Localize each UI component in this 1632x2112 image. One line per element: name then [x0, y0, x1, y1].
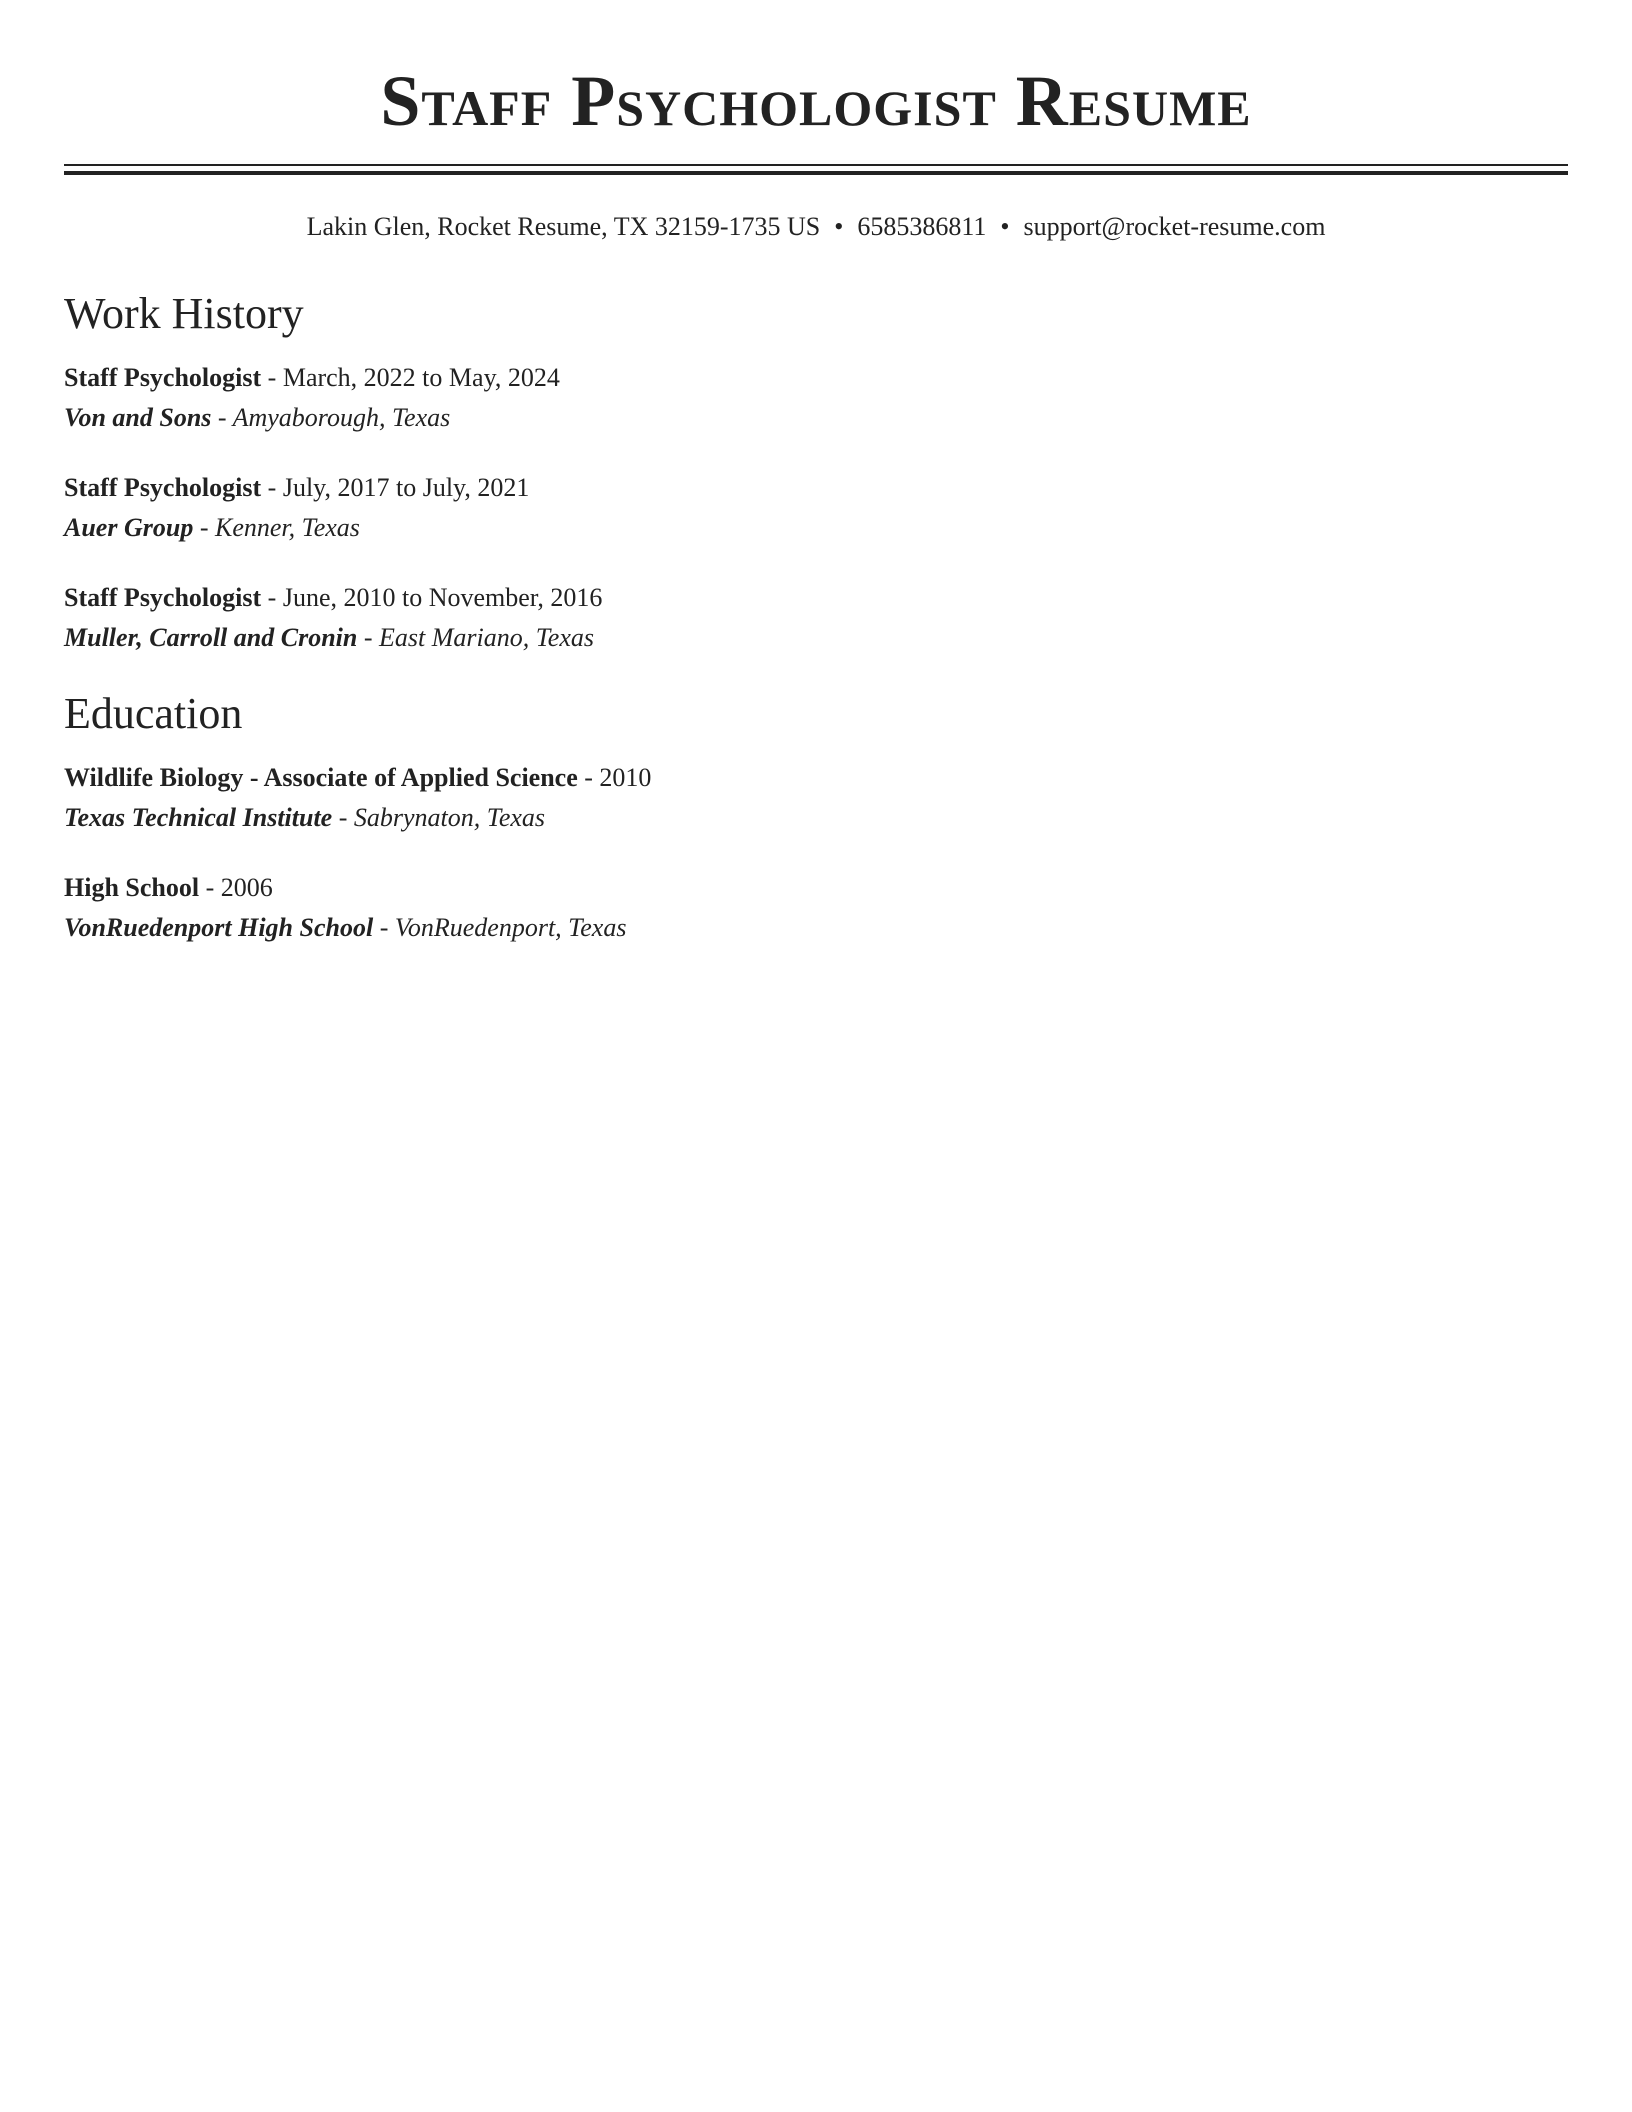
- title-divider: [64, 164, 1568, 175]
- work-entry-title-line: [64, 468, 1568, 508]
- company-location: - East Mariano, Texas: [357, 623, 594, 652]
- education-entry-school-line: [64, 798, 1568, 838]
- contact-address: Lakin Glen, Rocket Resume, TX 32159-1735 US: [306, 212, 821, 241]
- job-role: Staff Psychologist: [64, 363, 262, 392]
- company-name: Auer Group: [64, 513, 194, 542]
- degree-name: Wildlife Biology - Associate of Applied Science: [64, 763, 578, 792]
- education-entry-degree-line: [64, 758, 1568, 798]
- degree-name: High School: [64, 873, 200, 902]
- school-name: Texas Technical Institute: [64, 803, 333, 832]
- work-entry-title-line: [64, 358, 1568, 398]
- graduation-year: - 2006: [199, 873, 273, 902]
- school-location: - VonRuedenport, Texas: [373, 913, 627, 942]
- job-dates: - March, 2022 to May, 2024: [261, 363, 560, 392]
- contact-phone: 6585386811: [857, 212, 987, 241]
- company-name: Muller, Carroll and Cronin: [64, 623, 358, 652]
- work-history-list: [64, 358, 1568, 658]
- work-entry: [64, 358, 1568, 438]
- education-entry: [64, 758, 1568, 838]
- contact-separator: •: [834, 212, 844, 241]
- contact-email: support@rocket-resume.com: [1023, 212, 1326, 241]
- contact-separator: •: [1000, 212, 1010, 241]
- page-title: Staff Psychologist Resume: [380, 61, 1252, 141]
- education-heading: Education: [64, 689, 243, 738]
- job-role: Staff Psychologist: [64, 473, 262, 502]
- company-name: Von and Sons: [64, 403, 212, 432]
- education-entry-school-line: [64, 908, 1568, 948]
- contact-line: [64, 211, 1568, 243]
- school-location: - Sabrynaton, Texas: [332, 803, 546, 832]
- graduation-year: - 2010: [577, 763, 652, 792]
- work-history-heading: Work History: [64, 289, 304, 338]
- education-entry: [64, 868, 1568, 948]
- school-name: VonRuedenport High School: [64, 913, 374, 942]
- job-dates: - July, 2017 to July, 2021: [261, 473, 530, 502]
- company-location: - Kenner, Texas: [193, 513, 360, 542]
- education-list: [64, 758, 1568, 948]
- work-entry: [64, 578, 1568, 658]
- resume-page: [64, 0, 1568, 948]
- job-dates: - June, 2010 to November, 2016: [261, 583, 603, 612]
- work-entry: [64, 468, 1568, 548]
- work-entry-company-line: [64, 618, 1568, 658]
- work-entry-company-line: [64, 398, 1568, 438]
- work-entry-company-line: [64, 508, 1568, 548]
- work-entry-title-line: [64, 578, 1568, 618]
- education-entry-degree-line: [64, 868, 1568, 908]
- job-role: Staff Psychologist: [64, 583, 262, 612]
- company-location: - Amyaborough, Texas: [211, 403, 451, 432]
